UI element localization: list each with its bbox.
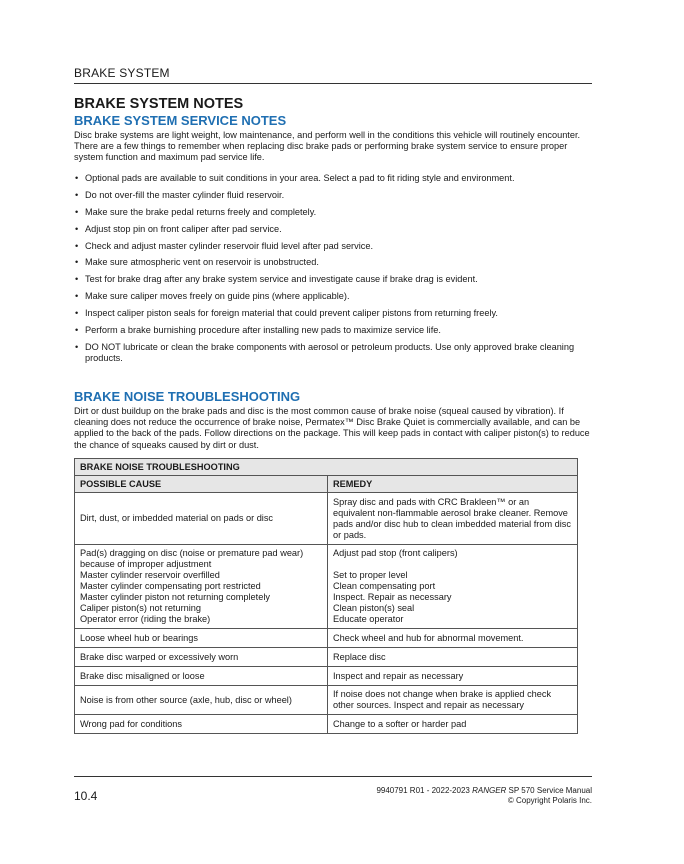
cause-cell: Loose wheel hub or bearings [75, 629, 328, 648]
list-item: • Do not over-fill the master cylinder fluid reservoir. [74, 190, 579, 201]
column-header-cause: POSSIBLE CAUSE [75, 476, 328, 493]
remedy-cell: Replace disc [328, 648, 578, 667]
list-item: • Make sure caliper moves freely on guide pins (where applicable). [74, 291, 579, 302]
noise-troubleshooting-intro: Dirt or dust buildup on the brake pads and disc is the most common cause of brake noise (squeal caused by vibration). If cleaning does not reduce the occurrence of brake noise, Permatex™ Disc Brake Quiet is commercially available, and can be applied to the back of the pads. Follow directions on the package. This will keep pads in contact with caliper piston(s) to reduce the chance of squeaks caused by dirt or dust. [74, 406, 590, 450]
column-header-remedy: REMEDY [328, 476, 578, 493]
list-item: • Adjust stop pin on front caliper after pad service. [74, 224, 579, 235]
table-row [75, 545, 578, 629]
remedy-cell: Spray disc and pads with CRC Brakleen™ or an equivalent non-flammable aerosol brake cleaner. Remove pads and/or disc hub to clean imbedded material from disc or pads. [328, 493, 578, 545]
remedy-cell: If noise does not change when brake is applied check other sources. Inspect and repair as necessary [328, 686, 578, 715]
list-item: • Perform a brake burnishing procedure after installing new pads to maximize service life. [74, 325, 579, 336]
header-divider [74, 83, 592, 84]
document-id: 9940791 R01 - 2022-2023 RANGER SP 570 Service Manual [376, 786, 592, 795]
service-notes-list [74, 173, 579, 370]
section-header: BRAKE SYSTEM [74, 66, 170, 80]
page-title: BRAKE SYSTEM NOTES [74, 96, 244, 112]
table-row [75, 667, 578, 686]
page-number: 10.4 [74, 789, 98, 803]
table-row [75, 715, 578, 734]
service-notes-heading: BRAKE SYSTEM SERVICE NOTES [74, 113, 287, 128]
remedy-cell: Change to a softer or harder pad [328, 715, 578, 734]
cause-cell: Brake disc warped or excessively worn [75, 648, 328, 667]
list-item: • Optional pads are available to suit conditions in your area. Select a pad to fit riding style and environment. [74, 173, 579, 184]
table-title: BRAKE NOISE TROUBLESHOOTING [75, 459, 578, 476]
cause-cell: Pad(s) dragging on disc (noise or premature pad wear) because of improper adjustment Master cylinder reservoir overfilled Master cylinder compensating port restricted Master cylinder piston not returning completely Caliper piston(s) not returning Operator error (riding the brake) [75, 545, 328, 629]
footer-divider [74, 776, 592, 777]
table-row [75, 686, 578, 715]
cause-cell: Noise is from other source (axle, hub, disc or wheel) [75, 686, 328, 715]
list-item: • Make sure atmospheric vent on reservoir is unobstructed. [74, 257, 579, 268]
noise-troubleshooting-heading: BRAKE NOISE TROUBLESHOOTING [74, 389, 301, 404]
model-name: RANGER [472, 786, 507, 795]
list-item: • Test for brake drag after any brake system service and investigate cause if brake drag is evident. [74, 274, 579, 285]
service-notes-intro: Disc brake systems are light weight, low maintenance, and perform well in the conditions this vehicle will routinely encounter. There are a few things to remember when replacing disc brake pads or performing brake system service to ensure proper system function and maximum pad service life. [74, 130, 581, 163]
list-item: • Make sure the brake pedal returns freely and completely. [74, 207, 579, 218]
list-item: • Inspect caliper piston seals for foreign material that could prevent caliper pistons from returning freely. [74, 308, 579, 319]
footer-doc-info [376, 786, 592, 806]
remedy-cell: Inspect and repair as necessary [328, 667, 578, 686]
cause-cell: Brake disc misaligned or loose [75, 667, 328, 686]
cause-cell: Wrong pad for conditions [75, 715, 328, 734]
remedy-cell: Check wheel and hub for abnormal movement. [328, 629, 578, 648]
table-row [75, 648, 578, 667]
table-row [75, 493, 578, 545]
table-row [75, 629, 578, 648]
cause-cell: Dirt, dust, or imbedded material on pads or disc [75, 493, 328, 545]
copyright: © Copyright Polaris Inc. [507, 796, 592, 805]
list-item: • Check and adjust master cylinder reservoir fluid level after pad service. [74, 241, 579, 252]
list-item: • DO NOT lubricate or clean the brake components with aerosol or petroleum products. Use only approved brake cleaning products. [74, 342, 579, 364]
troubleshooting-table [74, 458, 578, 734]
remedy-cell: Adjust pad stop (front calipers) Set to proper level Clean compensating port Inspect. Repair as necessary Clean piston(s) seal Educate operator [328, 545, 578, 629]
